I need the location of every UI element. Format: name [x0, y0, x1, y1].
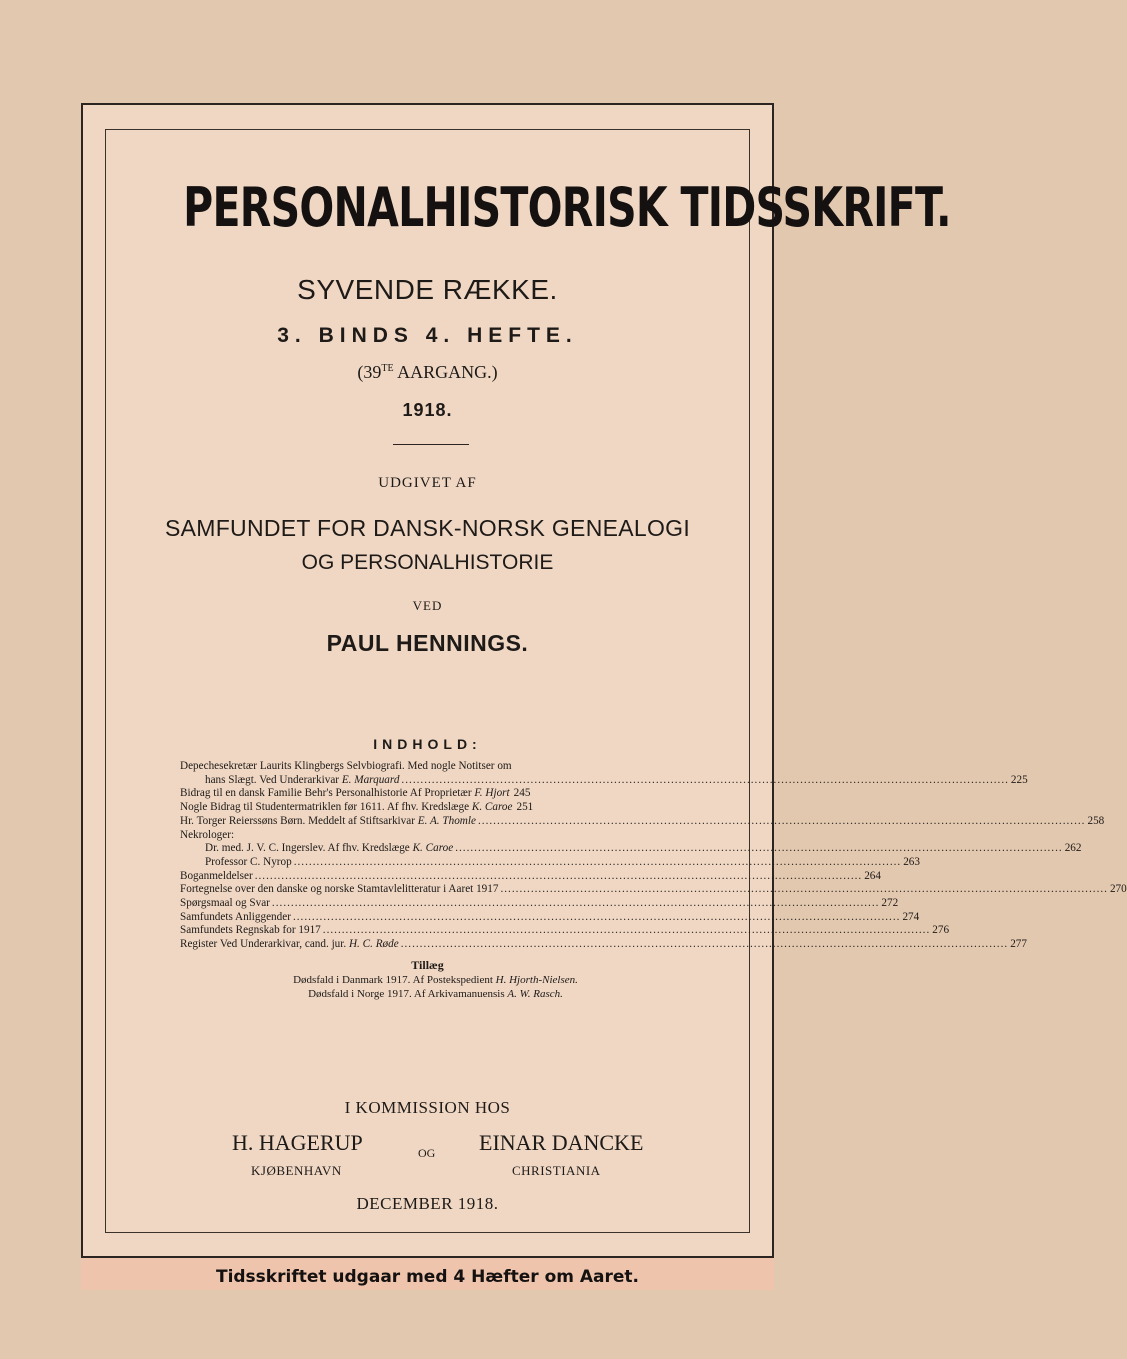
divider-rule — [393, 444, 469, 445]
by-label: VED — [412, 598, 443, 613]
toc-entry: Nogle Bidrag til Studentermatriklen før 1611. Af fhv. Kredslæge K. Caroe 251 — [180, 801, 534, 814]
society-name-line1: SAMFUNDET FOR DANSK-NORSK GENEALOGI — [164, 515, 691, 541]
toc-entry: Nekrologer: — [180, 828, 235, 841]
toc-entry: Samfundets Regnskab for 1917 ..... 276 — [180, 924, 654, 938]
toc-entry: Bidrag til en dansk Familie Behr's Personalhistorie Af Proprietær F. Hjort 245 — [180, 787, 531, 800]
contents-heading: INDHOLD: — [373, 736, 482, 752]
title-page — [81, 103, 1127, 1258]
journal-title: PERSONALHISTORISK TIDSSKRIFT. — [183, 176, 951, 239]
publisher-right-city: CHRISTIANIA — [512, 1163, 601, 1178]
supplement-entry-1: Dødsfald i Danmark 1917. Af Postekspedient H. Hjorth-Nielsen. — [293, 974, 578, 986]
publication-date: DECEMBER 1918. — [356, 1194, 499, 1213]
series-line: SYVENDE RÆKKE. — [297, 274, 558, 305]
year-line: 1918. — [402, 400, 453, 420]
publisher-left-name: H. HAGERUP — [232, 1130, 363, 1155]
toc-entry: Boganmeldelser ..... 264 — [180, 870, 654, 884]
toc-entry: Depechesekretær Laurits Klingbergs Selvbiografi. Med nogle Notitser om — [180, 760, 512, 772]
inner-frame — [105, 129, 1127, 1233]
volume-line: 3. BINDS 4. HEFTE. — [277, 324, 578, 347]
publisher-right-name: EINAR DANCKE — [479, 1130, 644, 1155]
toc-entry: Register Ved Underarkivar, cand. jur. H. C. Røde ..... 277 — [180, 938, 654, 952]
supplement-entry-2: Dødsfald i Norge 1917. Af Arkivamanuensis A. W. Rasch. — [308, 988, 563, 1000]
toc-entry: Dr. med. J. V. C. Ingerslev. Af fhv. Kredslæge K. Caroe ..... 262 — [180, 842, 654, 856]
table-of-contents — [180, 760, 1127, 952]
toc-entry: Spørgsmaal og Svar ..... 272 — [180, 897, 654, 911]
editor-name: PAUL HENNINGS. — [326, 630, 529, 656]
published-by-label: UDGIVET AF — [378, 475, 477, 491]
toc-entry: hans Slægt. Ved Underarkivar E. Marquard ..... 225 — [180, 774, 654, 788]
supplement-heading: Tillæg — [411, 958, 444, 972]
publisher-conjunction: OG — [418, 1146, 436, 1160]
toc-entry: Hr. Torger Reierssøns Børn. Meddelt af Stiftsarkivar E. A. Thomle ..... 258 — [180, 815, 654, 829]
publisher-left-city: KJØBENHAVN — [251, 1163, 342, 1178]
toc-entry: Fortegnelse over den danske og norske Stamtavlelitteratur i Aaret 1917 ..... 270 — [180, 883, 654, 897]
society-name-line2: OG PERSONALHISTORIE — [301, 551, 554, 574]
toc-entry: Professor C. Nyrop ..... 263 — [180, 856, 654, 870]
commission-heading: I KOMMISSION HOS — [344, 1098, 511, 1117]
aargang-line: ($39^{TE}$ AARGANG.) — [357, 362, 498, 382]
toc-entry: Samfundets Anliggender ..... 274 — [180, 911, 654, 925]
footer-note: Tidsskriftet udgaar med 4 Hæfter om Aaret. — [81, 1258, 774, 1290]
